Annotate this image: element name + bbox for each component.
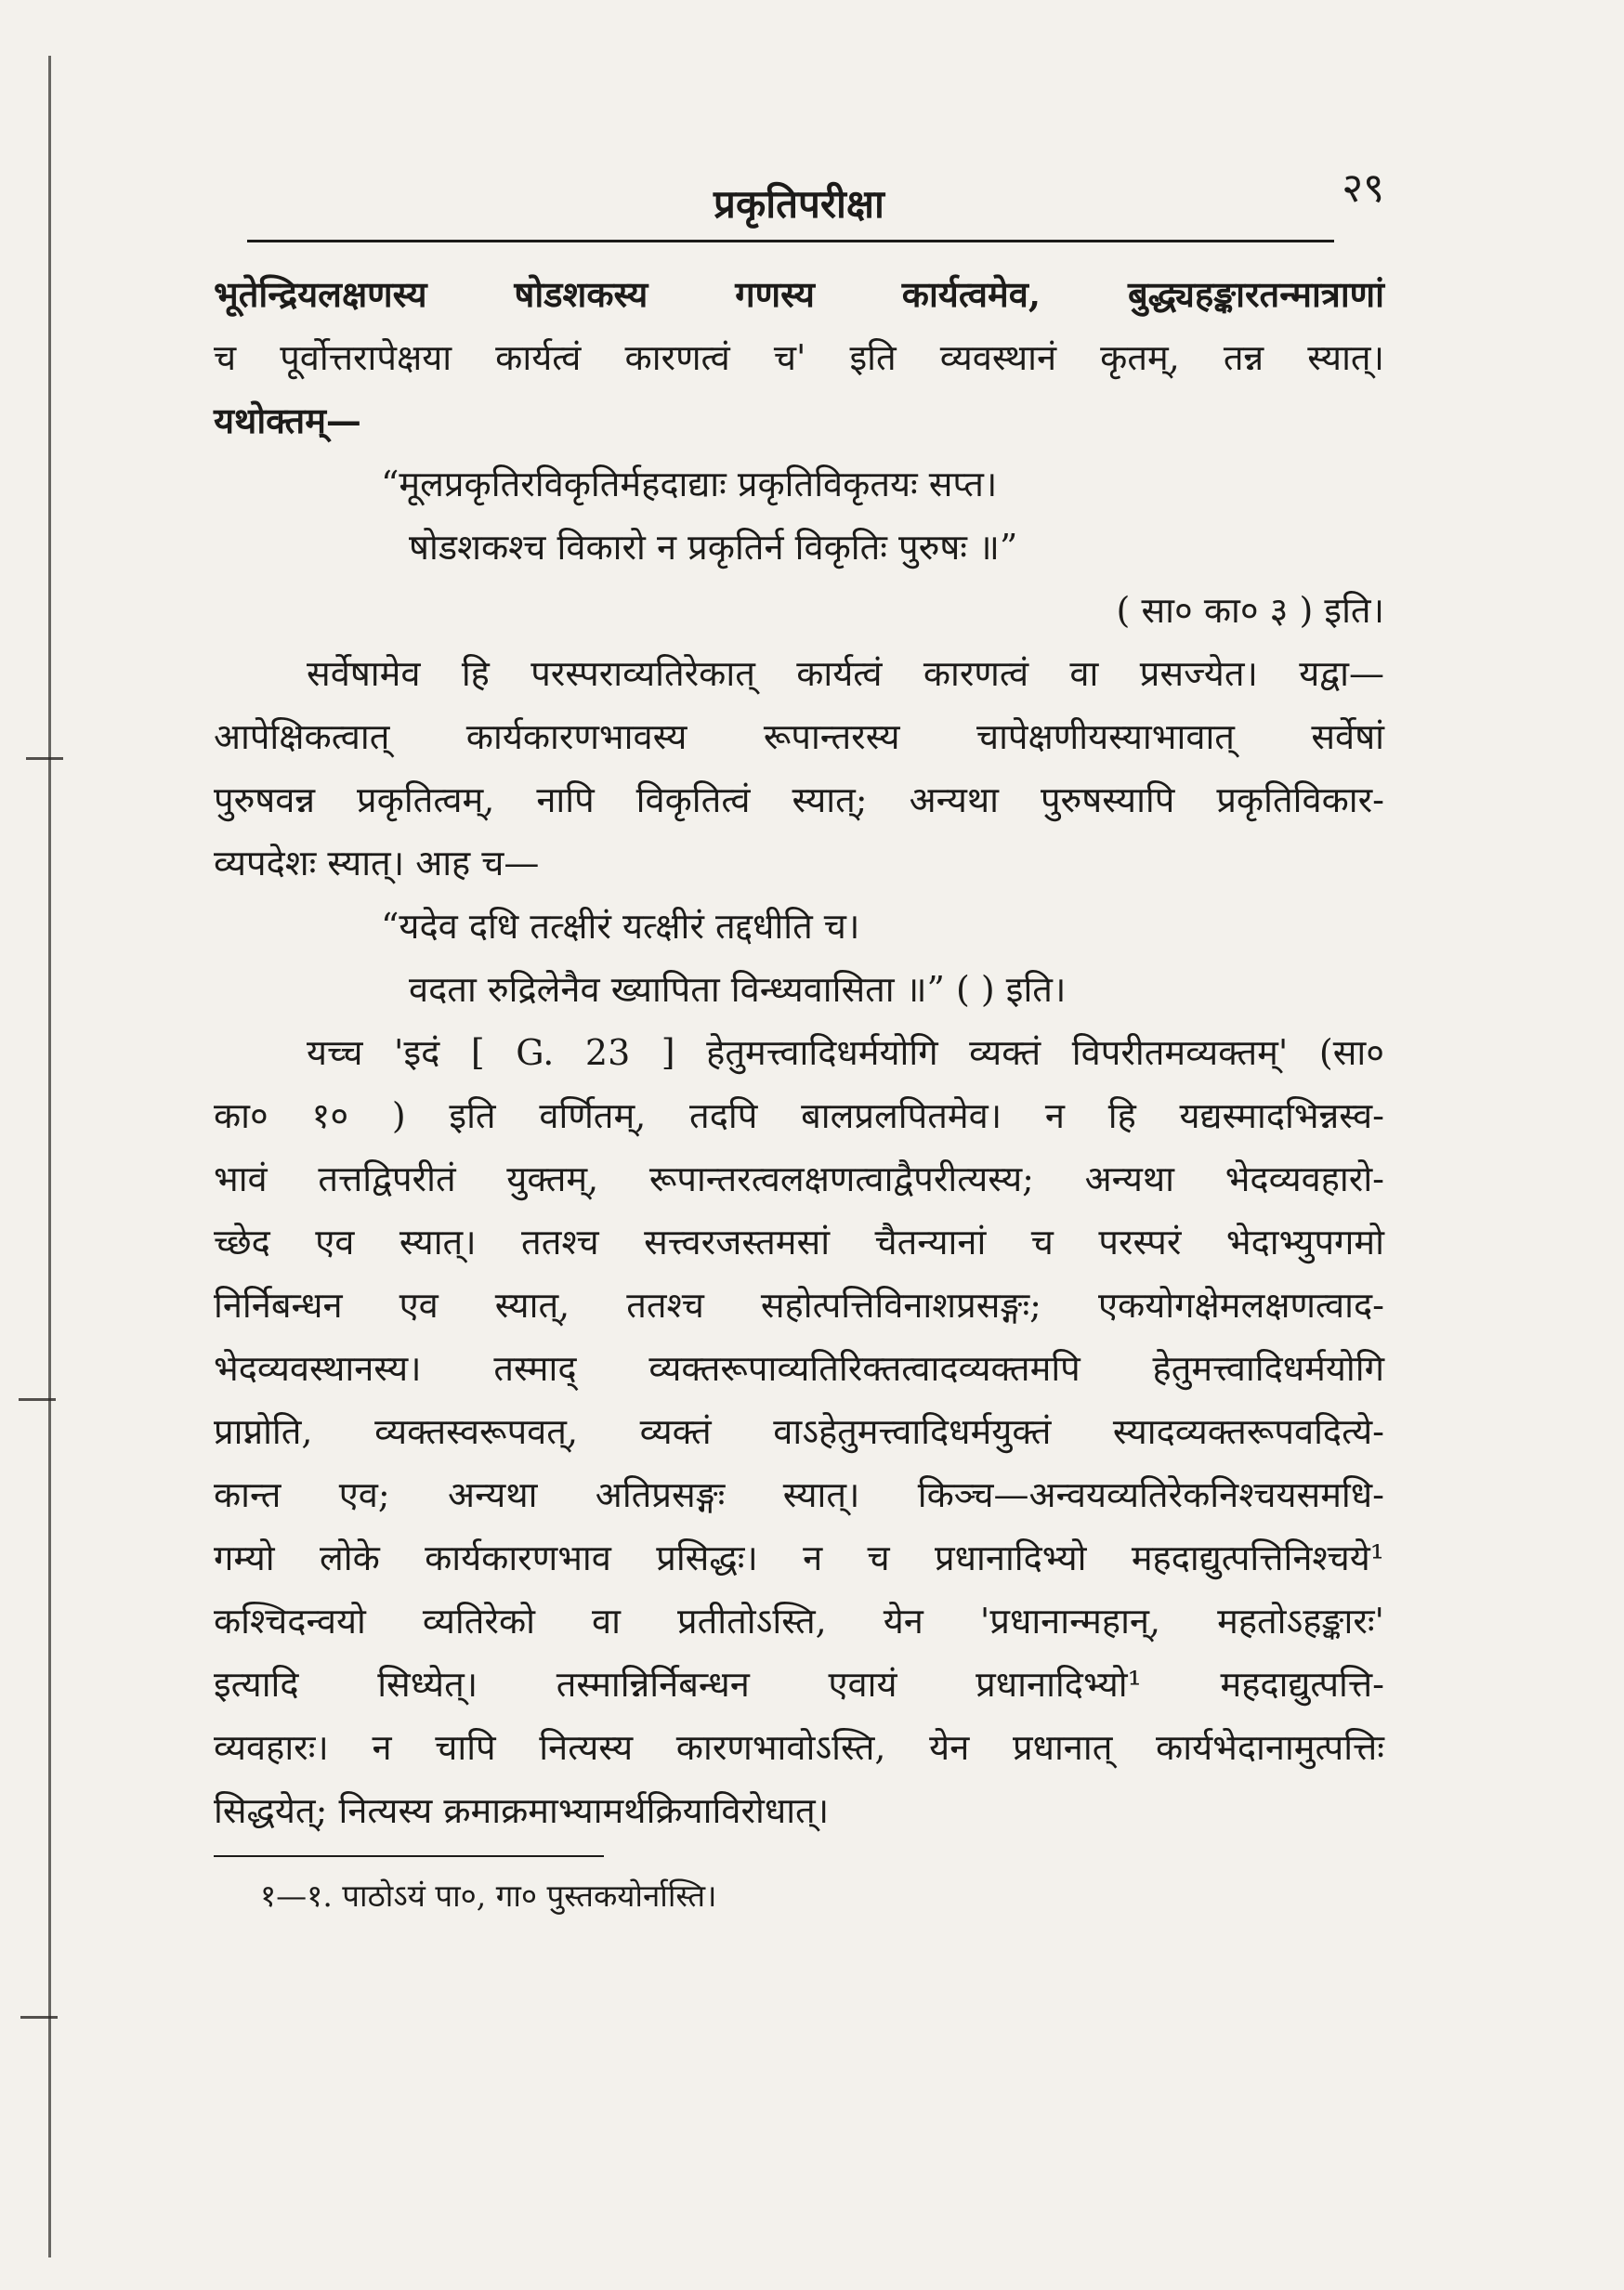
- text-line: व्यपदेशः स्यात्। आह च—: [214, 843, 540, 883]
- text-line: आपेक्षिकत्वात् कार्यकारणभावस्य रूपान्तरस्य चापेक्षणीयस्याभावात् सर्वेषां: [214, 716, 1384, 757]
- binding-mark: [19, 1398, 56, 1401]
- verse-line: “यदेव दधि तत्क्षीरं यत्क्षीरं तद्दधीति च।: [381, 906, 860, 947]
- text-line: सिद्धयेत्; नित्यस्य क्रमाक्रमाभ्यामर्थक्रियाविरोधात्।: [214, 1790, 830, 1831]
- text-line: च पूर्वोत्तरापेक्षया कार्यत्वं कारणत्वं च' इति व्यवस्थानं कृतम्, तन्न स्यात्।: [214, 337, 1384, 378]
- text-line: कान्त एव; अन्यथा अतिप्रसङ्गः स्यात्। किञ्च—अन्वयव्यतिरेकनिश्चयसमधि-: [214, 1474, 1384, 1515]
- verse-line: षोडशकश्च विकारो न प्रकृतिर्न विकृतिः पुरुषः ॥”: [409, 527, 1018, 568]
- text-line: कश्चिदन्वयो व्यतिरेको वा प्रतीतोऽस्ति, येन 'प्रधानान्महान्, महतोऽहङ्कारः': [214, 1601, 1384, 1642]
- body-text: [214, 263, 1384, 1842]
- verse-reference: ( सा० का० ३ ) इति।: [1116, 590, 1384, 631]
- text-line: यथोक्तम्—: [214, 399, 361, 441]
- text-line: भूतेन्द्रियलक्षणस्य षोडशकस्य गणस्य कार्यत्वमेव, बुद्ध्यहङ्कारतन्मात्राणां: [214, 273, 1384, 315]
- binding-edge: [48, 56, 51, 2257]
- text-line: च्छेद एव स्यात्। ततश्च सत्त्वरजस्तमसां चैतन्यानां च परस्परं भेदाभ्युपगमो: [214, 1222, 1384, 1263]
- verse-line: “मूलप्रकृतिरविकृतिर्महदाद्याः प्रकृतिविकृतयः सप्त।: [381, 464, 998, 504]
- header-rule: [247, 240, 1334, 242]
- text-line: सर्वेषामेव हि परस्पराव्यतिरेकात् कार्यत्वं कारणत्वं वा प्रसज्येत। यद्वा—: [307, 653, 1384, 694]
- verse-block: [214, 452, 1384, 579]
- running-head: [214, 139, 1384, 227]
- text-line: का० १० ) इति वर्णितम्, तदपि बालप्रलपितमेव। न हि यद्यस्मादभिन्नस्व-: [214, 1095, 1384, 1136]
- text-line: गम्यो लोके कार्यकारणभाव प्रसिद्धः। न च प्रधानादिभ्यो महदाद्युत्पत्तिनिश्चये¹: [214, 1538, 1384, 1578]
- text-line: निर्निबन्धन एव स्यात्, ततश्च सहोत्पत्तिविनाशप्रसङ्गः; एकयोगक्षेमलक्षणत्वाद-: [214, 1285, 1384, 1326]
- text-line: भावं तत्तद्विपरीतं युक्तम्, रूपान्तरत्वलक्षणत्वाद्वैपरीत्यस्य; अन्यथा भेदव्यवहारो-: [214, 1158, 1384, 1199]
- page: [214, 139, 1384, 1920]
- verse-line: वदता रुद्रिलेनैव ख्यापिता विन्ध्यवासिता ॥” ( ) इति।: [409, 969, 1067, 1010]
- footnote: १—१. पाठोऽयं पा०, गा० पुस्तकयोर्नास्ति।: [260, 1878, 717, 1914]
- text-line: भेदव्यवस्थानस्य। तस्माद् व्यक्तरूपाव्यतिरिक्तत्वादव्यक्तमपि हेतुमत्त्वादिधर्मयोगि: [214, 1348, 1384, 1389]
- binding-mark: [26, 757, 63, 760]
- page-number: २९: [1342, 164, 1384, 212]
- running-title: प्रकृतिपरीक्षा: [714, 181, 884, 227]
- text-line: प्राप्नोति, व्यक्तस्वरूपवत्, व्यक्तं वाऽहेतुमत्त्वादिधर्मयुक्तं स्यादव्यक्तरूपवदित्ये-: [214, 1411, 1384, 1452]
- binding-mark: [20, 2016, 58, 2019]
- footnote-rule: [214, 1855, 604, 1857]
- text-line: यच्च 'इदं [ G. 23 ] हेतुमत्त्वादिधर्मयोगि व्यक्तं विपरीतमव्यक्तम्' (सा०: [307, 1032, 1384, 1073]
- verse-block: [214, 895, 1384, 1021]
- text-line: व्यवहारः। न चापि नित्यस्य कारणभावोऽस्ति, येन प्रधानात् कार्यभेदानामुत्पत्तिः: [214, 1727, 1384, 1768]
- text-line: पुरुषवन्न प्रकृतित्वम्, नापि विकृतित्वं स्यात्; अन्यथा पुरुषस्यापि प्रकृतिविकार-: [214, 779, 1384, 820]
- text-line: इत्यादि सिध्येत्। तस्मान्निर्निबन्धन एवायं प्रधानादिभ्यो¹ महदाद्युत्पत्ति-: [214, 1664, 1384, 1705]
